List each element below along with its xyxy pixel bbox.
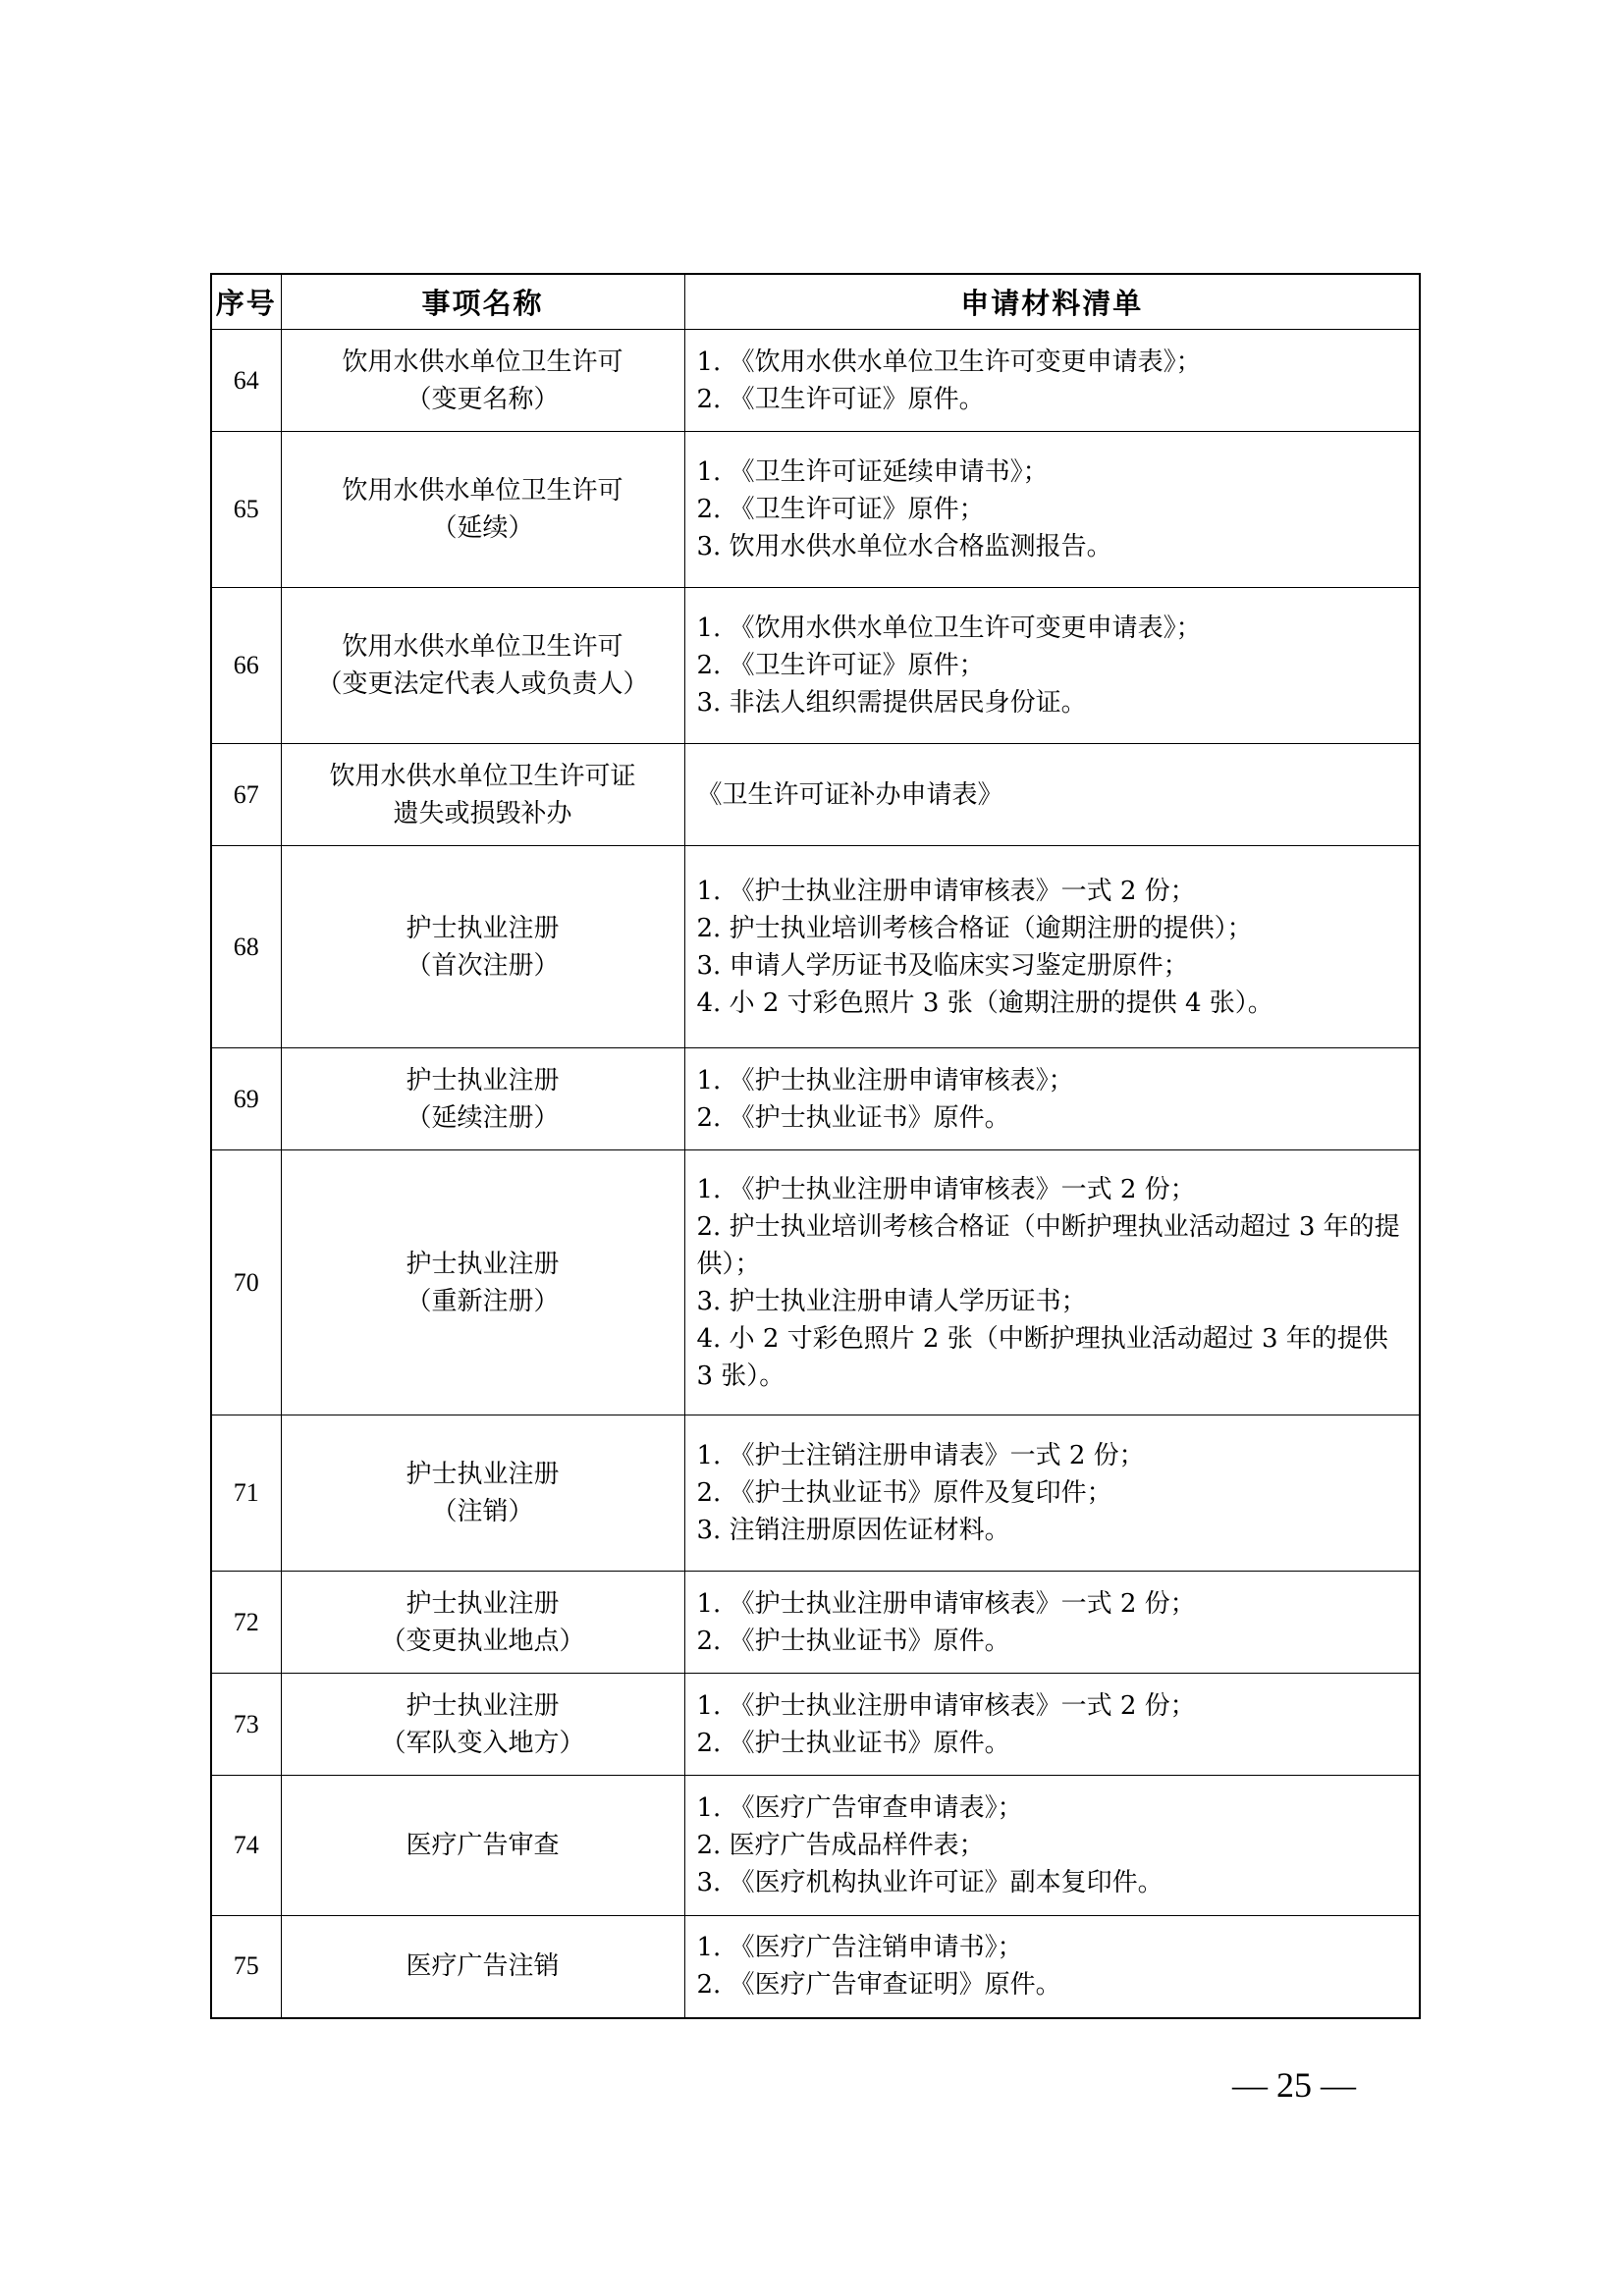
material-item: 2. 医疗广告成品样件表；: [696, 1831, 985, 1860]
row-materials: [684, 588, 1420, 744]
row-serial-number: 65: [211, 432, 281, 588]
row-item-name: [281, 1150, 684, 1415]
page-number: — 25 —: [1232, 2065, 1356, 2105]
row-item-name: [281, 1048, 684, 1150]
material-item: 3. 《医疗机构执业许可证》副本复印件。: [696, 1868, 1164, 1897]
item-name-line: （注销）: [431, 1497, 534, 1526]
table-row: [211, 1674, 1420, 1776]
table-row: [211, 432, 1420, 588]
row-serial-number: 64: [211, 330, 281, 432]
material-item: 2. 《护士执业证书》原件。: [696, 1626, 1010, 1656]
item-name-line: 护士执业注册: [406, 1690, 560, 1721]
item-name-line: 护士执业注册: [406, 1065, 560, 1095]
table-row: [211, 846, 1420, 1048]
material-item: 2. 《医疗广告审查证明》原件。: [696, 1970, 1061, 2001]
material-item: 《卫生许可证补办申请表》: [696, 779, 1003, 810]
header-item-name: 事项名称: [281, 274, 684, 330]
material-item: 1. 《护士执业注册申请审核表》；: [696, 1065, 1074, 1095]
row-serial-number: 74: [211, 1776, 281, 1916]
item-name-line: 护士执业注册: [406, 1588, 560, 1619]
material-item: 2. 《卫生许可证》原件；: [696, 651, 985, 680]
row-materials: [684, 1572, 1420, 1674]
row-materials: [684, 330, 1420, 432]
row-materials: [684, 1048, 1420, 1150]
table-row: [211, 1150, 1420, 1415]
row-item-name: [281, 1674, 684, 1776]
materials-table: [210, 273, 1421, 2019]
row-serial-number: 67: [211, 744, 281, 846]
item-name-line: 护士执业注册: [406, 1249, 560, 1279]
row-serial-number: 72: [211, 1572, 281, 1674]
row-materials: [684, 744, 1420, 846]
header-materials-list: 申请材料清单: [684, 274, 1420, 330]
material-item: 2. 《护士执业证书》原件及复印件；: [696, 1478, 1112, 1508]
row-materials: [684, 1150, 1420, 1415]
material-item: 1. 《护士执业注册申请审核表》一式 2 份；: [696, 876, 1196, 906]
material-item: 2. 《卫生许可证》原件。: [696, 384, 985, 414]
item-name-line: 饮用水供水单位卫生许可: [342, 632, 623, 662]
row-serial-number: 73: [211, 1674, 281, 1776]
item-name-line: 医疗广告审查: [406, 1831, 560, 1860]
table-body: [211, 330, 1420, 2018]
row-item-name: [281, 432, 684, 588]
table-row: [211, 1572, 1420, 1674]
table-row: [211, 1916, 1420, 2018]
table-row: [211, 588, 1420, 744]
row-serial-number: 66: [211, 588, 281, 744]
row-serial-number: 75: [211, 1916, 281, 2018]
item-name-line: 医疗广告注销: [406, 1951, 560, 1982]
row-serial-number: 69: [211, 1048, 281, 1150]
row-item-name: [281, 1572, 684, 1674]
item-name-line: （变更执业地点）: [380, 1626, 585, 1656]
table-row: [211, 744, 1420, 846]
material-item: 1. 《护士执业注册申请审核表》一式 2 份；: [696, 1174, 1196, 1204]
item-name-line: （首次注册）: [406, 950, 560, 981]
material-item: 2. 《护士执业证书》原件。: [696, 1102, 1010, 1133]
material-item: 3. 护士执业注册申请人学历证书；: [696, 1286, 1087, 1316]
material-item: 2. 护士执业培训考核合格证（逾期注册的提供）；: [696, 913, 1253, 943]
item-name-line: （重新注册）: [406, 1286, 560, 1316]
item-name-line: 遗失或损毁补办: [393, 798, 572, 828]
table-row: [211, 1415, 1420, 1572]
row-item-name: [281, 744, 684, 846]
material-item: 1. 《饮用水供水单位卫生许可变更申请表》；: [696, 614, 1202, 643]
material-item: 3. 非法人组织需提供居民身份证。: [696, 688, 1087, 718]
table-row: [211, 330, 1420, 432]
row-item-name: [281, 588, 684, 744]
row-item-name: [281, 1776, 684, 1916]
row-materials: [684, 432, 1420, 588]
table-header-row: [211, 274, 1420, 330]
material-item: 4. 小 2 寸彩色照片 2 张（中断护理执业活动超过 3 年的提供 3 张）。: [696, 1323, 1388, 1391]
table-row: [211, 1048, 1420, 1150]
item-name-line: 护士执业注册: [406, 913, 560, 943]
row-serial-number: 68: [211, 846, 281, 1048]
material-item: 1. 《护士执业注册申请审核表》一式 2 份；: [696, 1588, 1196, 1619]
item-name-line: （军队变入地方）: [380, 1728, 585, 1758]
material-item: 1. 《护士注销注册申请表》一式 2 份；: [696, 1441, 1145, 1470]
row-item-name: [281, 846, 684, 1048]
material-item: 4. 小 2 寸彩色照片 3 张（逾期注册的提供 4 张）。: [696, 988, 1273, 1018]
row-materials: [684, 1916, 1420, 2018]
item-name-line: （延续注册）: [406, 1102, 560, 1133]
material-item: 1. 《医疗广告注销申请书》；: [696, 1933, 1023, 1963]
material-item: 2. 护士执业培训考核合格证（中断护理执业活动超过 3 年的提供）；: [696, 1211, 1400, 1279]
material-item: 1. 《医疗广告审查申请表》；: [696, 1793, 1023, 1823]
material-item: 2. 《护士执业证书》原件。: [696, 1728, 1010, 1758]
row-serial-number: 70: [211, 1150, 281, 1415]
item-name-line: 饮用水供水单位卫生许可: [342, 476, 623, 506]
row-item-name: [281, 1415, 684, 1572]
row-materials: [684, 1415, 1420, 1572]
row-materials: [684, 1674, 1420, 1776]
row-item-name: [281, 330, 684, 432]
material-item: 1. 《卫生许可证延续申请书》；: [696, 457, 1049, 487]
material-item: 1. 《饮用水供水单位卫生许可变更申请表》；: [696, 347, 1202, 377]
item-name-line: （变更名称）: [406, 384, 560, 414]
row-serial-number: 71: [211, 1415, 281, 1572]
material-item: 3. 饮用水供水单位水合格监测报告。: [696, 532, 1112, 561]
item-name-line: （延续）: [431, 513, 534, 543]
material-item: 1. 《护士执业注册申请审核表》一式 2 份；: [696, 1690, 1196, 1721]
item-name-line: （变更法定代表人或负责人）: [316, 669, 649, 699]
table-row: [211, 1776, 1420, 1916]
row-materials: [684, 1776, 1420, 1916]
material-item: 2. 《卫生许可证》原件；: [696, 495, 985, 524]
row-materials: [684, 846, 1420, 1048]
row-item-name: [281, 1916, 684, 2018]
material-item: 3. 申请人学历证书及临床实习鉴定册原件；: [696, 950, 1189, 981]
item-name-line: 饮用水供水单位卫生许可证: [329, 761, 636, 791]
header-serial-number: 序号: [211, 274, 281, 330]
material-item: 3. 注销注册原因佐证材料。: [696, 1516, 1010, 1545]
item-name-line: 饮用水供水单位卫生许可: [342, 347, 623, 377]
item-name-line: 护士执业注册: [406, 1460, 560, 1489]
